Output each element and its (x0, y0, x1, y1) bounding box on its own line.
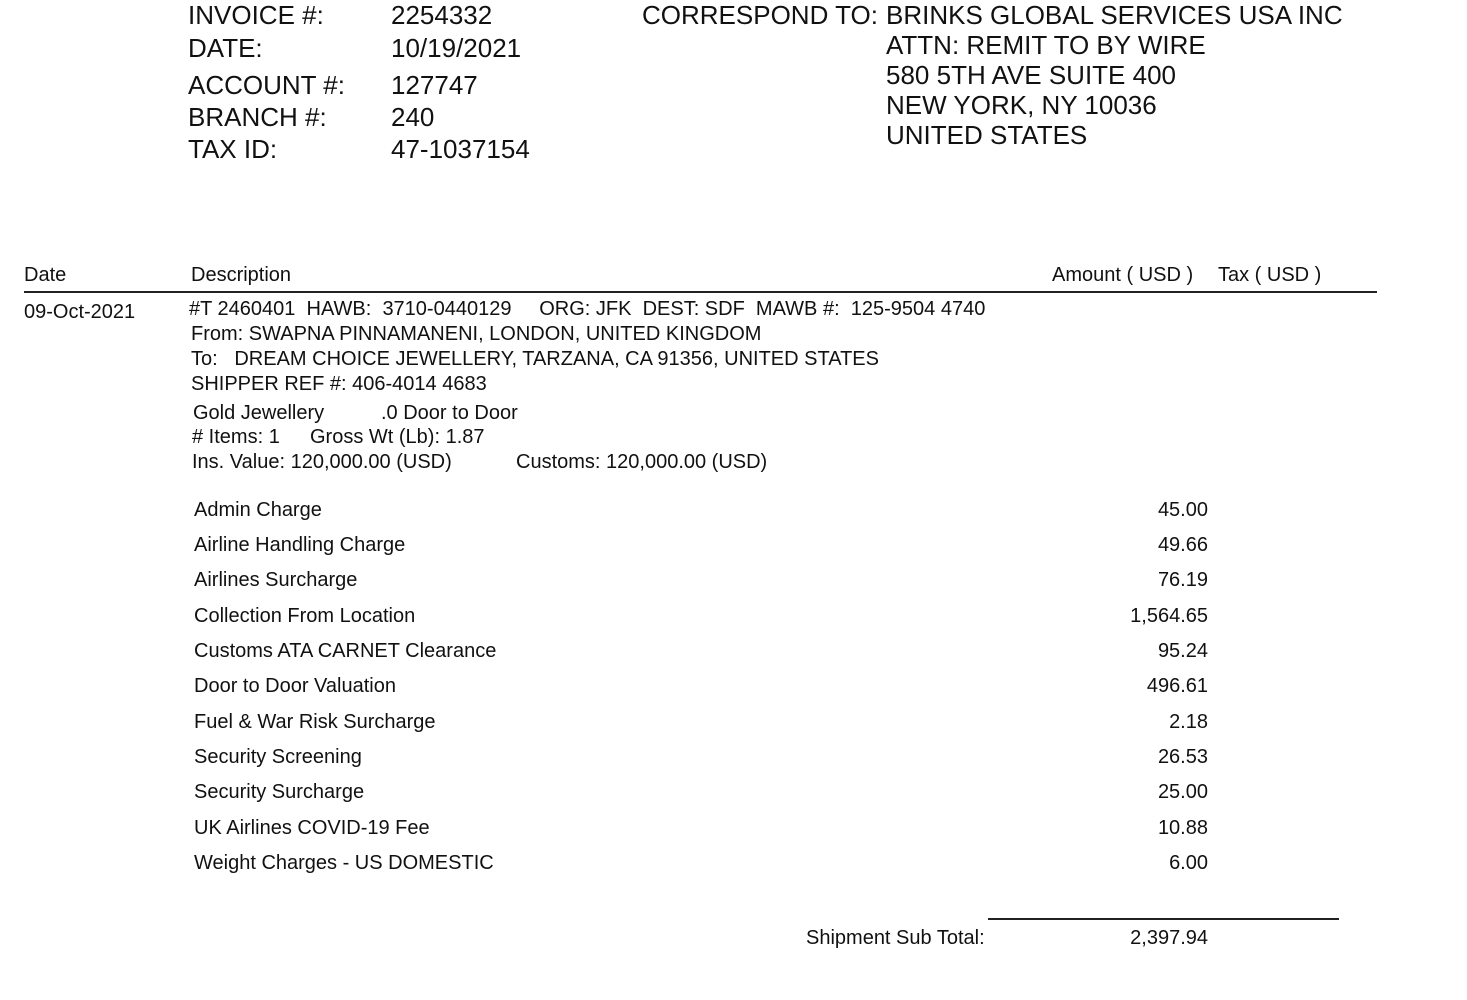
subtotal-label: Shipment Sub Total: (806, 927, 985, 949)
charge-amount: 49.66 (1157, 534, 1208, 556)
table-header-divider (24, 291, 1377, 293)
charge-amount: 95.24 (1157, 640, 1208, 662)
account-number-value: 127747 (391, 70, 478, 100)
correspond-to-label: CORRESPOND TO: (642, 0, 878, 30)
date-value: 10/19/2021 (391, 33, 522, 63)
correspond-country: UNITED STATES (886, 120, 1088, 150)
charge-amount: 2.18 (1169, 711, 1208, 733)
charge-label: Security Surcharge (194, 781, 365, 803)
charge-amount: 496.61 (1146, 675, 1208, 697)
account-number-label: ACCOUNT #: (188, 70, 345, 100)
column-header-amount: Amount ( USD ) (1052, 264, 1194, 286)
charge-label: Airline Handling Charge (194, 534, 406, 556)
charge-label: Collection From Location (194, 605, 416, 627)
correspond-street: 580 5TH AVE SUITE 400 (886, 60, 1176, 90)
charge-label: Admin Charge (194, 499, 322, 521)
charge-amount: 76.19 (1157, 569, 1208, 591)
correspond-attn: ATTN: REMIT TO BY WIRE (886, 30, 1206, 60)
charge-amount: 26.53 (1157, 746, 1208, 768)
invoice-number-value: 2254332 (391, 0, 493, 30)
charge-label: Security Screening (194, 746, 362, 768)
charge-amount: 25.00 (1157, 781, 1208, 803)
shipment-date: 09-Oct-2021 (24, 301, 136, 323)
branch-number-label: BRANCH #: (188, 102, 327, 132)
charge-label: UK Airlines COVID-19 Fee (194, 817, 430, 839)
shipper-ref: SHIPPER REF #: 406-4014 4683 (191, 373, 487, 395)
shipment-ref-line: #T 2460401 HAWB: 3710-0440129 ORG: JFK DEST: SDF MAWB #: 125-9504 4740 (189, 298, 986, 320)
gross-weight: Gross Wt (Lb): 1.87 (310, 426, 485, 448)
customs-value: Customs: 120,000.00 (USD) (516, 451, 768, 473)
charge-label: Door to Door Valuation (194, 675, 396, 697)
shipment-to: To: DREAM CHOICE JEWELLERY, TARZANA, CA 91356, UNITED STATES (191, 348, 879, 370)
column-header-tax: Tax ( USD ) (1218, 264, 1322, 286)
charge-label: Customs ATA CARNET Clearance (194, 640, 497, 662)
date-label: DATE: (188, 33, 263, 63)
branch-number-value: 240 (391, 102, 435, 132)
commodity: Gold Jewellery (193, 402, 325, 424)
subtotal-amount: 2,397.94 (1130, 927, 1208, 949)
correspond-company: BRINKS GLOBAL SERVICES USA INC (886, 0, 1343, 30)
tax-id-label: TAX ID: (188, 134, 278, 164)
charge-amount: 45.00 (1157, 499, 1208, 521)
column-header-description: Description (191, 264, 292, 286)
charge-label: Airlines Surcharge (194, 569, 358, 591)
invoice-number-label: INVOICE #: (188, 0, 324, 30)
charge-label: Weight Charges - US DOMESTIC (194, 852, 494, 874)
service-type: .0 Door to Door (381, 402, 518, 424)
tax-id-value: 47-1037154 (391, 134, 530, 164)
charge-amount: 1,564.65 (1130, 605, 1208, 627)
insured-value: Ins. Value: 120,000.00 (USD) (192, 451, 452, 473)
item-count: # Items: 1 (192, 426, 280, 448)
column-header-date: Date (24, 264, 67, 286)
charge-amount: 10.88 (1157, 817, 1208, 839)
correspond-city: NEW YORK, NY 10036 (886, 90, 1157, 120)
shipment-from: From: SWAPNA PINNAMANENI, LONDON, UNITED KINGDOM (191, 323, 762, 345)
charge-amount: 6.00 (1169, 852, 1208, 874)
charge-label: Fuel & War Risk Surcharge (194, 711, 436, 733)
subtotal-divider (988, 918, 1339, 920)
